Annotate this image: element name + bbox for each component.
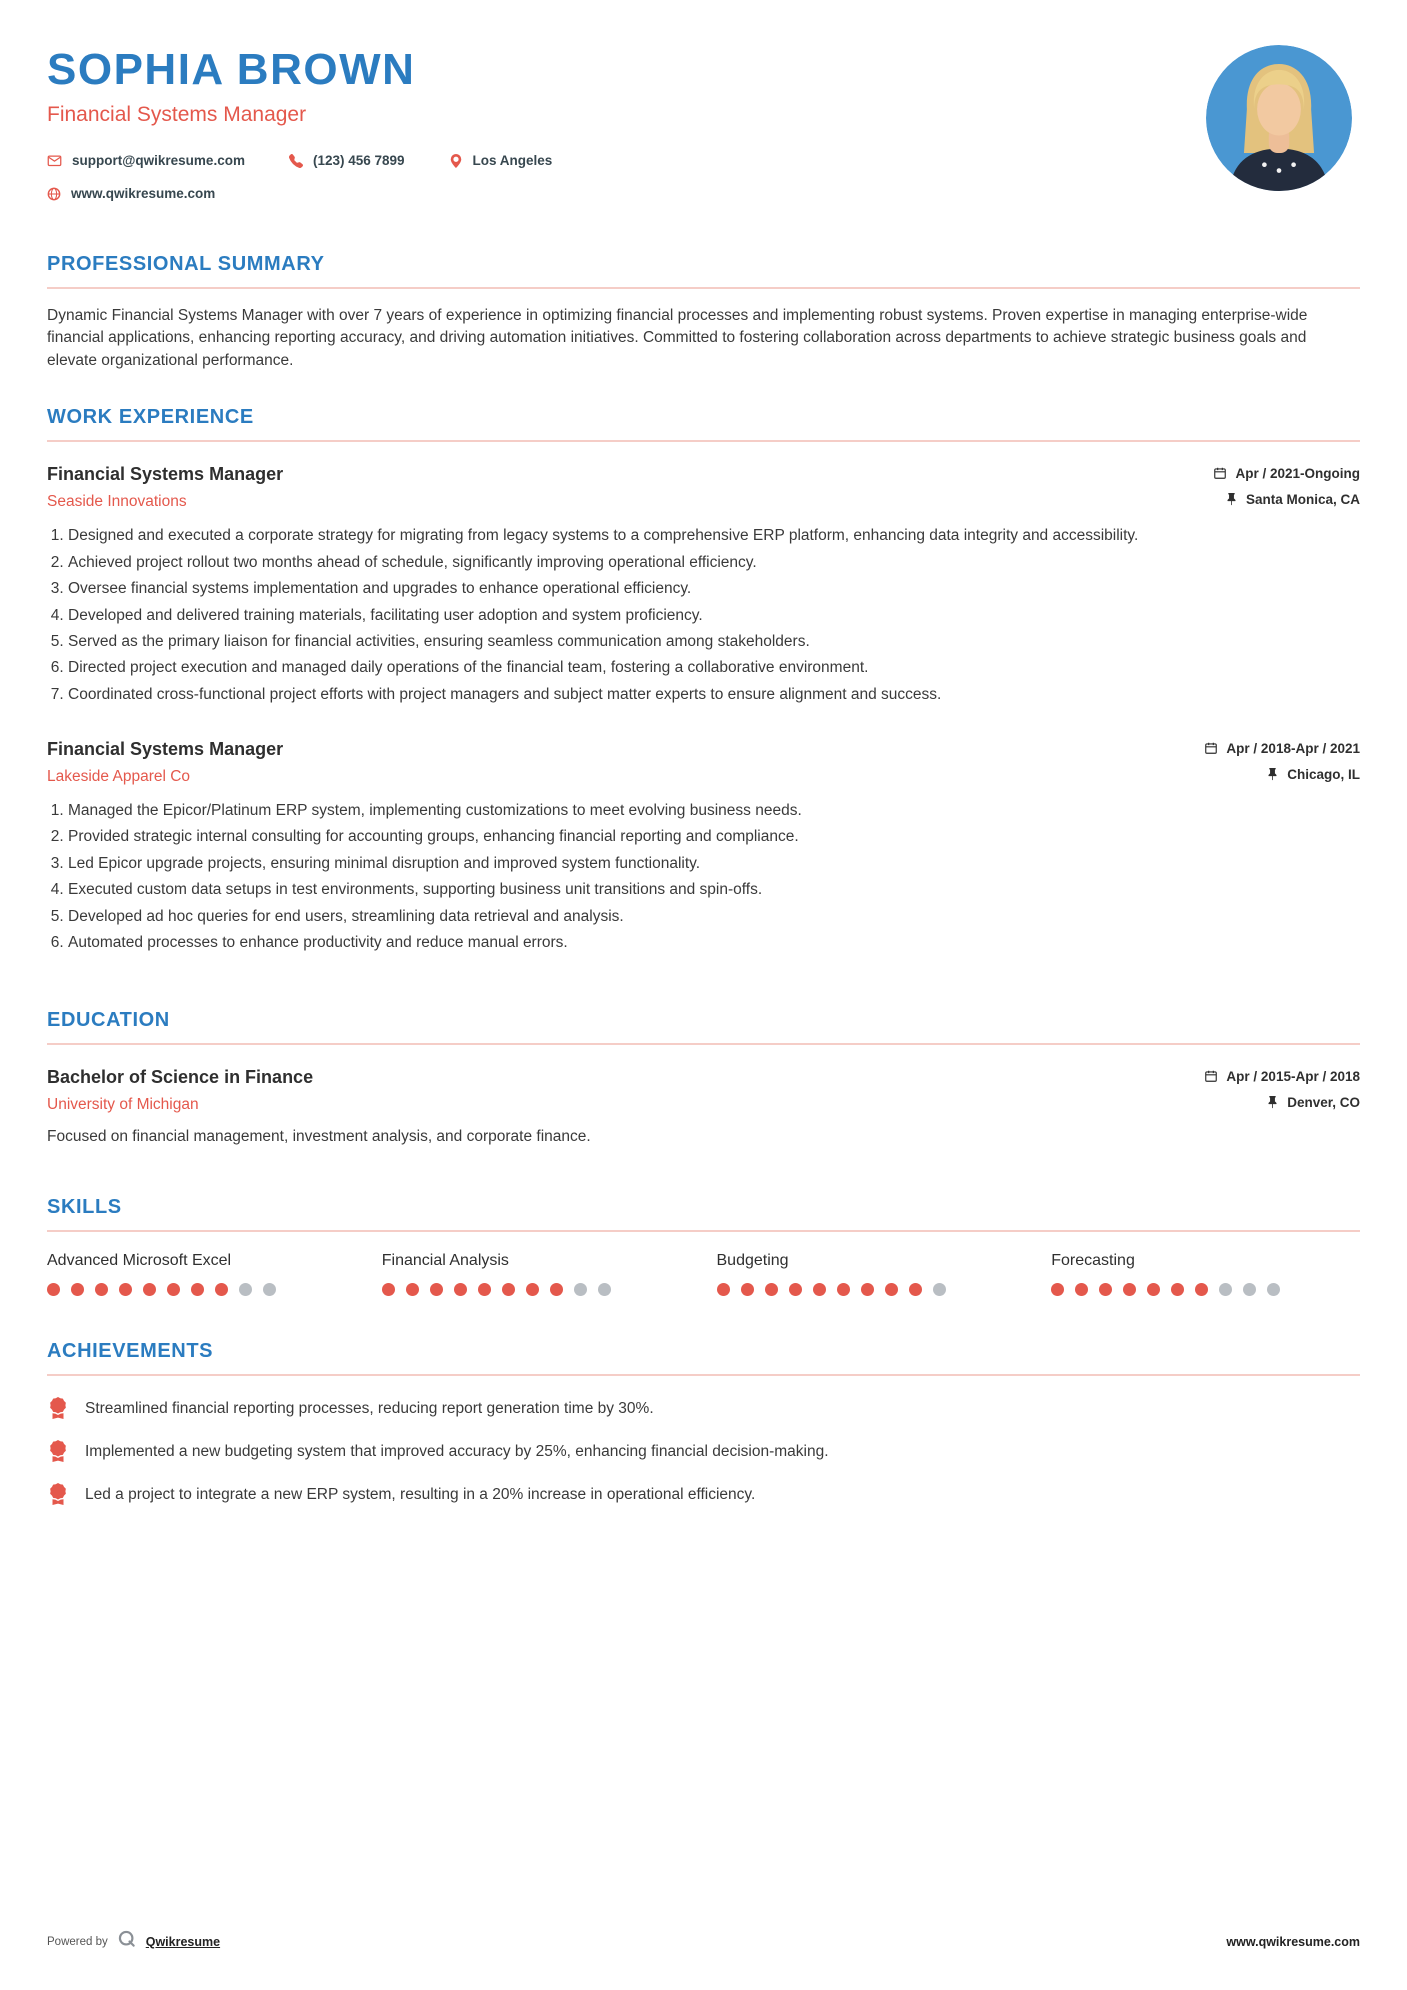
- person-name: SOPHIA BROWN: [47, 45, 416, 94]
- email-text[interactable]: support@qwikresume.com: [72, 153, 245, 168]
- rating-dot-filled: [71, 1283, 84, 1296]
- school-name: University of Michigan: [47, 1096, 199, 1114]
- pushpin-icon: [1225, 493, 1238, 506]
- award-ribbon-icon: [47, 1398, 69, 1424]
- section-achievements: [47, 1340, 1360, 1510]
- rating-dot-filled: [143, 1283, 156, 1296]
- achievement-text: Streamlined financial reporting processes, reducing report generation time by 30%.: [85, 1400, 654, 1418]
- powered-by-label: Powered by: [47, 1935, 108, 1948]
- contact-row-2: [47, 186, 552, 201]
- job-2-head: [47, 739, 1360, 760]
- job-1-bullets: [47, 525, 1360, 705]
- skill-name: Financial Analysis: [381, 1252, 509, 1270]
- job-bullet: 3. Led Epicor upgrade projects, ensuring minimal disruption and improved system functionality.: [68, 853, 1360, 874]
- job-dates: [1204, 741, 1360, 756]
- rating-dot-filled: [167, 1283, 180, 1296]
- website-text[interactable]: www.qwikresume.com: [71, 186, 216, 201]
- job-bullet: 6. Automated processes to enhance productivity and reduce manual errors.: [68, 932, 1360, 953]
- pushpin-icon: [1266, 1096, 1279, 1109]
- rating-dot-filled: [1195, 1283, 1208, 1296]
- summary-text: Dynamic Financial Systems Manager with over 7 years of experience in optimizing financial processes and implementing robust systems. Proven expertise in managing enterprise-wide financial applications, enhancing reporting accuracy, and driving automation initiatives. Committed to fostering collaboration across departments to achieve strategic business goals and elevate organizational performance.: [47, 307, 1308, 369]
- skills-grid: [47, 1252, 1360, 1296]
- skill-name: Forecasting: [1051, 1252, 1135, 1270]
- education-location-text: Denver, CO: [1287, 1095, 1360, 1111]
- job-company: Lakeside Apparel Co: [47, 768, 191, 786]
- job-location: [1266, 767, 1360, 782]
- location-text: Los Angeles: [472, 153, 553, 168]
- rating-dot-filled: [789, 1283, 802, 1296]
- job-location-text: Santa Monica, CA: [1245, 492, 1360, 508]
- job-bullet: 5. Developed ad hoc queries for end users, streamlining data retrieval and analysis.: [68, 906, 1360, 927]
- job-bullet: 4. Developed and delivered training materials, facilitating user adoption and system proficiency.: [68, 605, 1360, 626]
- achievement-text: Implemented a new budgeting system that improved accuracy by 25%, enhancing financial decision-making.: [85, 1443, 829, 1461]
- rating-dot-filled: [837, 1283, 850, 1296]
- section-work: [47, 406, 1360, 953]
- skill-rating: [717, 1283, 1026, 1296]
- section-skills: [47, 1196, 1360, 1296]
- skill-name: Budgeting: [716, 1252, 789, 1270]
- calendar-icon: [1213, 466, 1227, 480]
- rating-dot-filled: [765, 1283, 778, 1296]
- rating-dot-filled: [478, 1283, 491, 1296]
- skill-name: Advanced Microsoft Excel: [47, 1252, 232, 1270]
- job-dates-text: Apr / 2021-Ongoing: [1235, 465, 1360, 481]
- achievement-item: [47, 1484, 1360, 1510]
- education-description: Focused on financial management, investment analysis, and corporate finance.: [47, 1128, 591, 1146]
- job-bullet: 5. Served as the primary liaison for financial activities, ensuring seamless communication among stakeholders.: [68, 631, 1360, 652]
- job-dates: [1213, 466, 1360, 481]
- qwikresume-link[interactable]: Qwikresume: [145, 1934, 221, 1949]
- phone-icon: [289, 154, 303, 168]
- education-sub: [47, 1095, 1360, 1114]
- rating-dot-empty: [1219, 1283, 1232, 1296]
- phone-item: [289, 153, 405, 168]
- rating-dot-filled: [1051, 1283, 1064, 1296]
- rating-dot-empty: [933, 1283, 946, 1296]
- header: [47, 45, 1360, 219]
- rating-dot-filled: [1123, 1283, 1136, 1296]
- job-bullet: 2. Achieved project rollout two months ahead of schedule, significantly improving operational efficiency.: [68, 552, 1360, 573]
- job-company: Seaside Innovations: [47, 493, 187, 511]
- contact-row-1: [47, 153, 552, 168]
- skill-item: [47, 1252, 356, 1296]
- achievements-heading: ACHIEVEMENTS: [47, 1340, 1360, 1376]
- footer: [47, 1929, 1360, 1954]
- skill-item: [382, 1252, 691, 1296]
- achievement-item: [47, 1398, 1360, 1424]
- rating-dot-filled: [1099, 1283, 1112, 1296]
- job-title: Financial Systems Manager: [47, 739, 284, 760]
- skill-rating: [382, 1283, 691, 1296]
- education-heading: EDUCATION: [47, 1009, 1360, 1045]
- award-ribbon-icon: [47, 1484, 69, 1510]
- email-item: [47, 153, 245, 168]
- rating-dot-filled: [454, 1283, 467, 1296]
- rating-dot-empty: [574, 1283, 587, 1296]
- job-location: [1225, 492, 1360, 507]
- job-bullet: 2. Provided strategic internal consulting for accounting groups, enhancing financial reporting and compliance.: [68, 826, 1360, 847]
- job-bullet: 1. Managed the Epicor/Platinum ERP system, implementing customizations to meet evolving business needs.: [68, 800, 1360, 821]
- location-pin-icon: [449, 154, 463, 168]
- skill-rating: [47, 1283, 356, 1296]
- job-2: [47, 739, 1360, 953]
- job-dates-text: Apr / 2018-Apr / 2021: [1226, 740, 1360, 756]
- education-dates-text: Apr / 2015-Apr / 2018: [1226, 1068, 1360, 1084]
- award-ribbon-icon: [47, 1441, 69, 1467]
- footer-website[interactable]: www.qwikresume.com: [1226, 1934, 1360, 1949]
- job-location-text: Chicago, IL: [1287, 767, 1360, 783]
- job-title: Financial Systems Manager: [47, 464, 284, 485]
- rating-dot-filled: [502, 1283, 515, 1296]
- rating-dot-empty: [1243, 1283, 1256, 1296]
- calendar-icon: [1204, 741, 1218, 755]
- rating-dot-filled: [95, 1283, 108, 1296]
- qwikresume-logo-icon: [117, 1929, 137, 1954]
- powered-by: [47, 1929, 220, 1954]
- skills-heading: SKILLS: [47, 1196, 1360, 1232]
- avatar: [1206, 45, 1352, 191]
- rating-dot-filled: [191, 1283, 204, 1296]
- rating-dot-filled: [1171, 1283, 1184, 1296]
- header-left: [47, 45, 552, 219]
- job-bullet: 3. Oversee financial systems implementation and upgrades to enhance operational efficiency.: [68, 578, 1360, 599]
- rating-dot-filled: [885, 1283, 898, 1296]
- job-1-head: [47, 464, 1360, 485]
- rating-dot-filled: [526, 1283, 539, 1296]
- rating-dot-filled: [430, 1283, 443, 1296]
- job-1-sub: [47, 492, 1360, 511]
- location-item: [449, 153, 553, 168]
- rating-dot-empty: [1267, 1283, 1280, 1296]
- rating-dot-filled: [861, 1283, 874, 1296]
- rating-dot-filled: [47, 1283, 60, 1296]
- job-bullet: 7. Coordinated cross-functional project efforts with project managers and subject matter experts to ensure alignment and success.: [68, 684, 1360, 705]
- job-1: [47, 464, 1360, 705]
- job-bullet: 4. Executed custom data setups in test environments, supporting business unit transitions and spin-offs.: [68, 879, 1360, 900]
- rating-dot-filled: [550, 1283, 563, 1296]
- skill-item: [717, 1252, 1026, 1296]
- education-entry: [47, 1067, 1360, 1146]
- section-education: [47, 1009, 1360, 1146]
- person-title: Financial Systems Manager: [47, 103, 307, 126]
- skill-item: [1051, 1252, 1360, 1296]
- rating-dot-filled: [406, 1283, 419, 1296]
- rating-dot-filled: [813, 1283, 826, 1296]
- education-location: [1266, 1095, 1360, 1110]
- education-dates: [1204, 1069, 1360, 1084]
- job-bullet: 1. Designed and executed a corporate strategy for migrating from legacy systems to a comprehensive ERP platform, enhancing data integrity and accessibility.: [68, 525, 1360, 546]
- globe-icon: [47, 187, 61, 201]
- website-item: [47, 186, 215, 201]
- job-2-sub: [47, 767, 1360, 786]
- rating-dot-filled: [382, 1283, 395, 1296]
- job-2-bullets: [47, 800, 1360, 953]
- calendar-icon: [1204, 1069, 1218, 1083]
- rating-dot-filled: [1075, 1283, 1088, 1296]
- pushpin-icon: [1266, 768, 1279, 781]
- work-heading: WORK EXPERIENCE: [47, 406, 1360, 442]
- rating-dot-filled: [909, 1283, 922, 1296]
- achievement-text: Led a project to integrate a new ERP system, resulting in a 20% increase in operational efficiency.: [85, 1486, 756, 1504]
- rating-dot-filled: [741, 1283, 754, 1296]
- achievements-list: [47, 1398, 1360, 1510]
- rating-dot-filled: [1147, 1283, 1160, 1296]
- summary-heading: PROFESSIONAL SUMMARY: [47, 253, 1360, 289]
- achievement-item: [47, 1441, 1360, 1467]
- section-summary: [47, 253, 1360, 372]
- email-icon: [47, 153, 62, 168]
- skill-rating: [1051, 1283, 1360, 1296]
- rating-dot-empty: [239, 1283, 252, 1296]
- education-head: [47, 1067, 1360, 1088]
- rating-dot-empty: [598, 1283, 611, 1296]
- degree-title: Bachelor of Science in Finance: [47, 1067, 314, 1088]
- job-bullet: 6. Directed project execution and managed daily operations of the financial team, fostering a collaborative environment.: [68, 657, 1360, 678]
- rating-dot-filled: [119, 1283, 132, 1296]
- rating-dot-filled: [717, 1283, 730, 1296]
- rating-dot-empty: [263, 1283, 276, 1296]
- phone-text: (123) 456 7899: [312, 153, 405, 168]
- rating-dot-filled: [215, 1283, 228, 1296]
